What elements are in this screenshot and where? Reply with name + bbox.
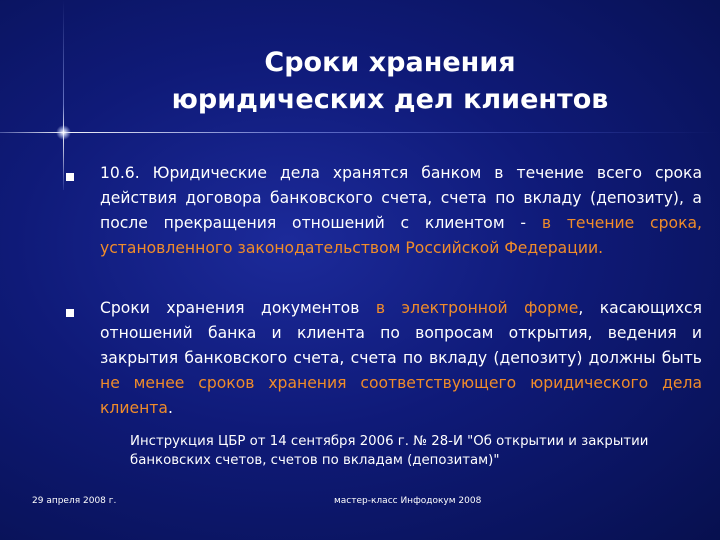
- paragraph-1-text: 10.6. Юридические дела хранятся банком в течение всего срока действия договора банковского счета, счета по вкладу (депозиту), а после прекращения отношений с клиентом -: [100, 164, 702, 232]
- paragraph-1-highlight: в течение срока, установленного законодательством Российской Федерации.: [100, 214, 702, 257]
- footer-date: 29 апреля 2008 г.: [32, 496, 117, 506]
- source-note: [130, 432, 700, 470]
- sparkle-icon: [56, 125, 71, 140]
- source-note-line-2: банковских счетов, счетов по вкладам (депозитам)": [130, 453, 500, 468]
- title-line-2: юридических дел клиентов: [171, 84, 609, 115]
- title-line-1: Сроки хранения: [264, 47, 516, 78]
- bullet-square-icon: [66, 173, 74, 181]
- paragraph-2-text-b: , касающихся отношений банка и клиента по вопросам открытия, ведения и закрытия банковского счета, счета по вкладу (депозиту) должны быть: [100, 299, 702, 367]
- bullet-square-icon: [66, 309, 74, 317]
- slide-title: [120, 44, 660, 118]
- bullet-paragraph-2: [100, 296, 702, 421]
- paragraph-2-text-c: .: [167, 399, 173, 417]
- paragraph-2-text-a: Сроки хранения документов: [100, 299, 376, 317]
- paragraph-2-highlight-a: в электронной форме: [375, 299, 579, 317]
- source-note-line-1: Инструкция ЦБР от 14 сентября 2006 г. № 28-И "Об открытии и закрытии: [130, 434, 649, 449]
- decorative-horizontal-line: [0, 132, 720, 133]
- decorative-vertical-line: [63, 0, 64, 190]
- paragraph-2-highlight-b: не менее сроков хранения соответствующего юридического дела клиента: [100, 374, 702, 417]
- footer-event: мастер-класс Инфодокум 2008: [334, 496, 482, 506]
- bullet-paragraph-1: [100, 161, 702, 261]
